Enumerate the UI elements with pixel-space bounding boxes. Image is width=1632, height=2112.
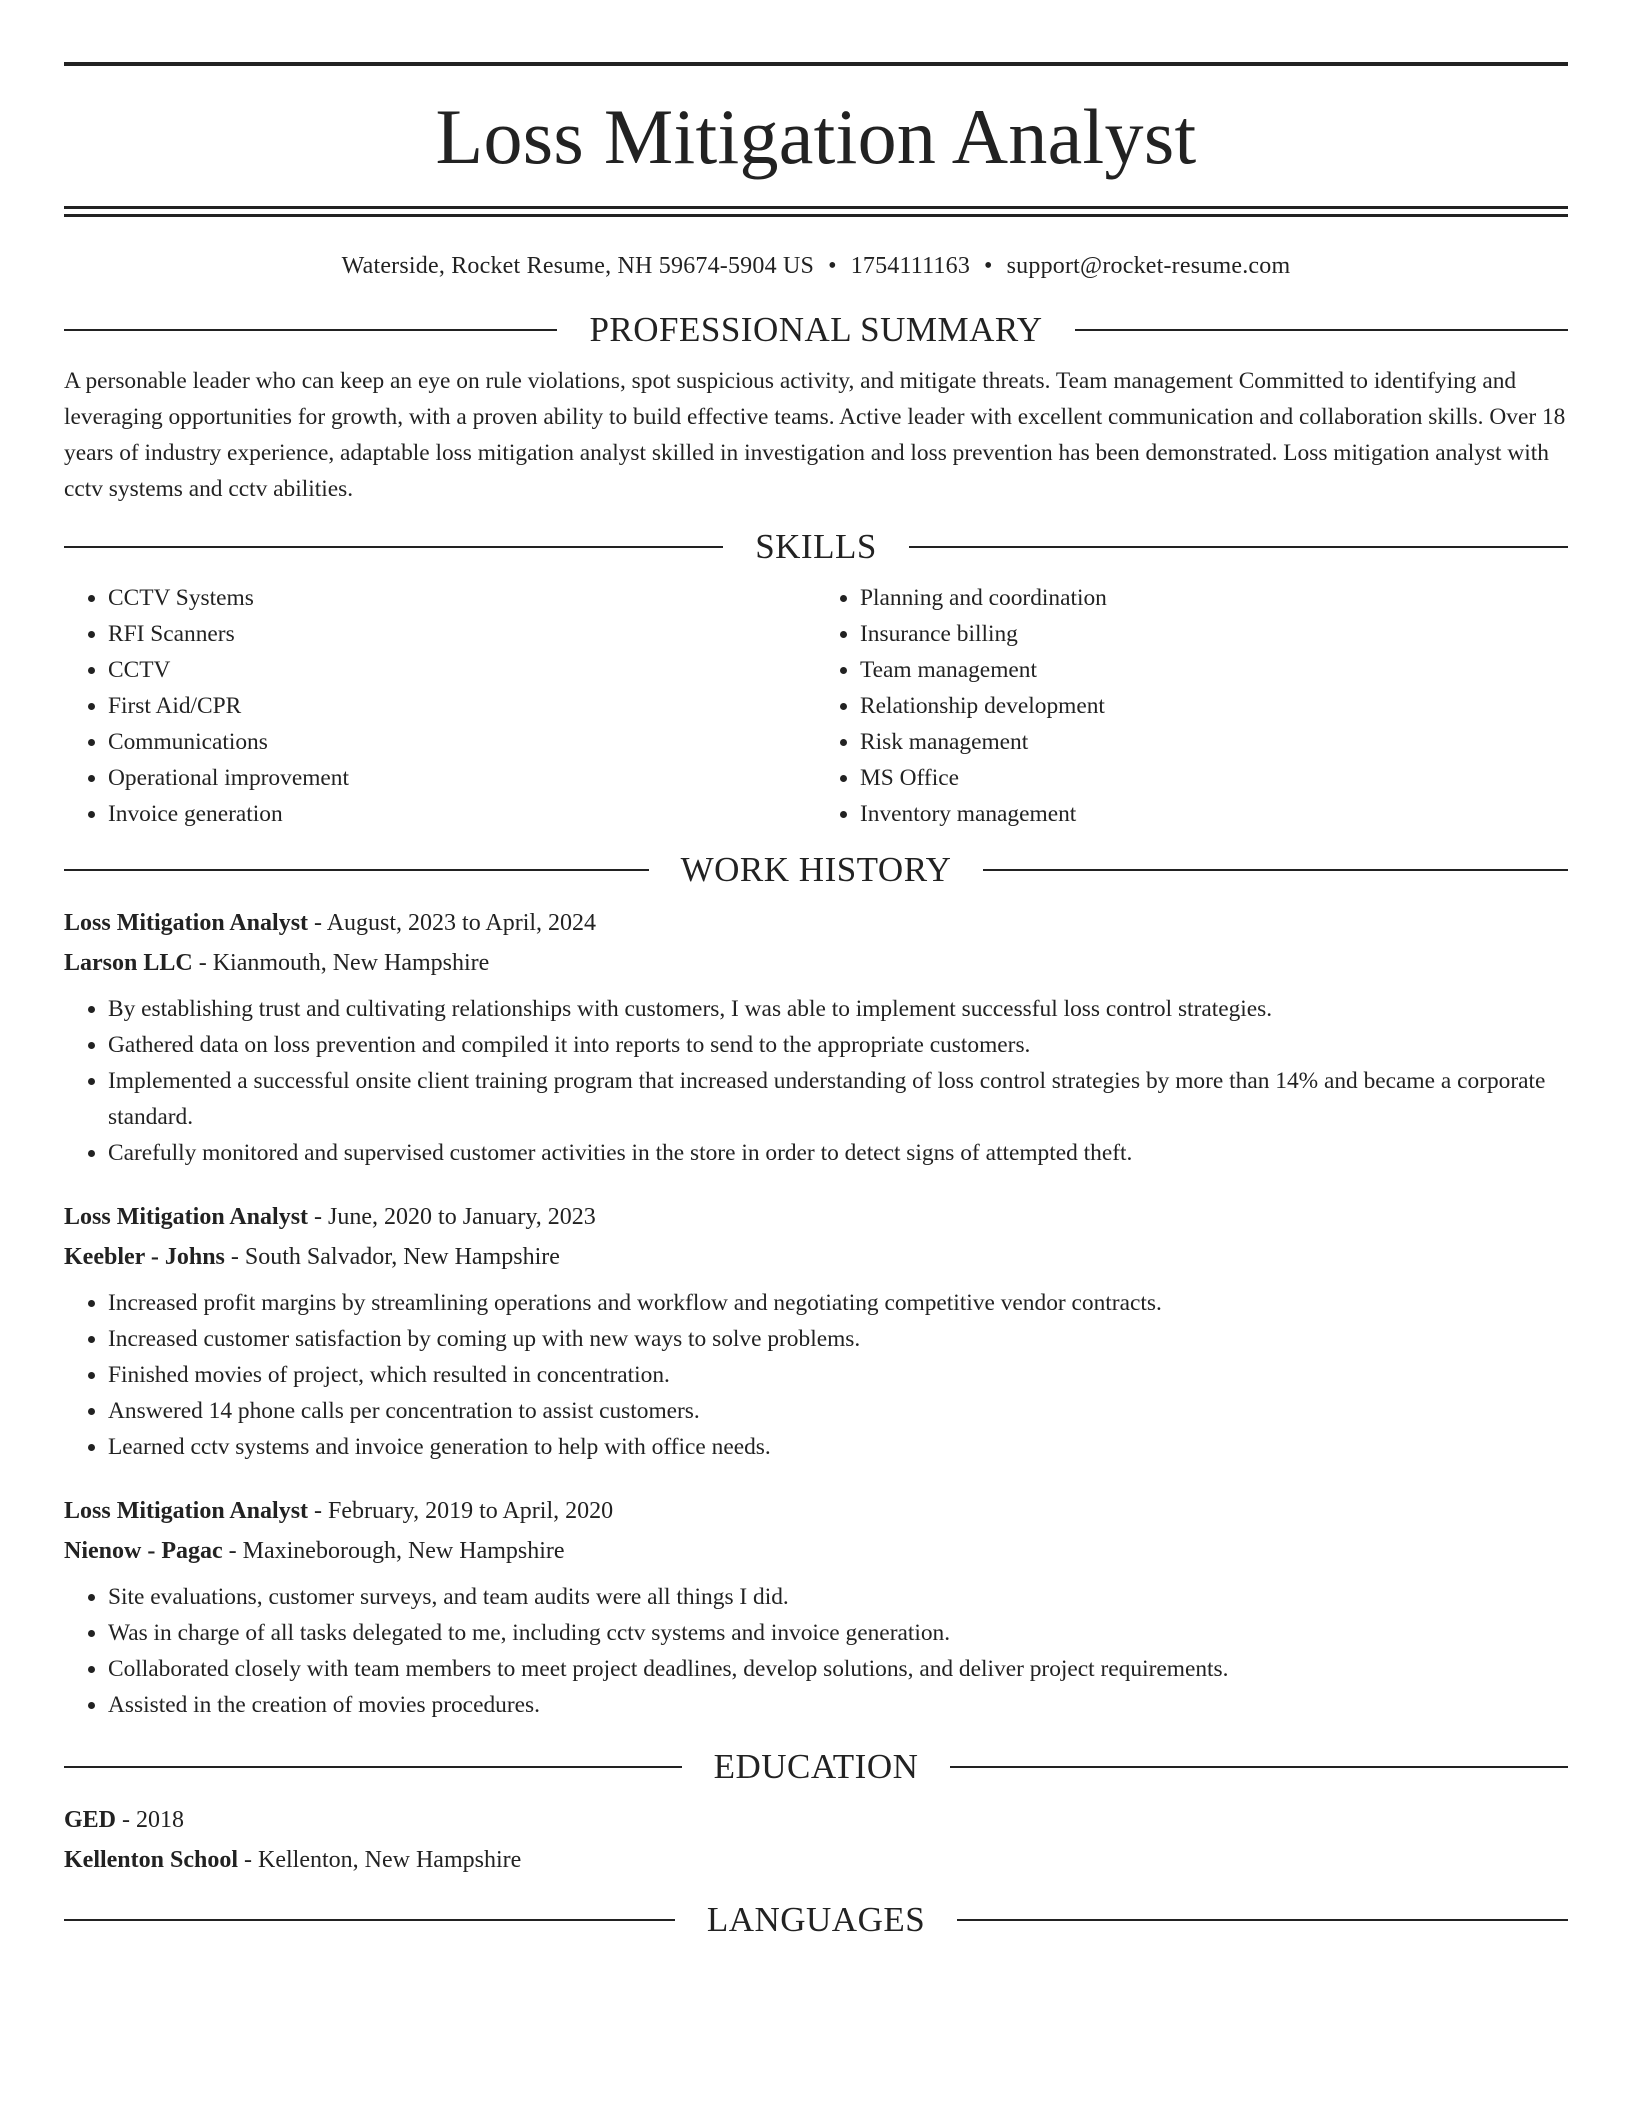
job-company-line [64, 1237, 1568, 1277]
section-title-languages: LANGUAGES [706, 1900, 926, 1939]
skills-list [64, 580, 1568, 832]
skill-item: • Communications [108, 724, 816, 760]
education-school: Kellenton School [64, 1847, 239, 1873]
dash: - [308, 1498, 329, 1524]
contact-phone: 1754111163 [850, 253, 971, 279]
section-title-education: EDUCATION [713, 1747, 919, 1786]
skill-item: • MS Office [860, 760, 1568, 796]
job-location: Maxineborough, New Hampshire [242, 1538, 565, 1564]
job-title-line [64, 1197, 1568, 1237]
skill-item: • Invoice generation [108, 796, 816, 832]
job-bullet: • Increased profit margins by streamlining operations and workflow and negotiating competitive vendor contracts. [108, 1285, 1568, 1321]
skill-item: • First Aid/CPR [108, 688, 816, 724]
double-rule [64, 206, 1568, 217]
dash: - [308, 910, 327, 936]
job-bullet: • Site evaluations, customer surveys, and team audits were all things I did. [108, 1579, 1568, 1615]
job-dates: June, 2020 to January, 2023 [328, 1204, 596, 1230]
section-header-work [64, 852, 1568, 887]
education-degree-line [64, 1800, 1568, 1840]
resume-name: Loss Mitigation Analyst [435, 93, 1197, 180]
skill-item: • Insurance billing [860, 616, 1568, 652]
job-company-line [64, 1531, 1568, 1571]
section-header-languages [64, 1902, 1568, 1937]
job-bullet: • Was in charge of all tasks delegated to me, including cctv systems and invoice generation. [108, 1615, 1568, 1651]
job-company: Nienow - Pagac [64, 1538, 223, 1564]
dash: - [224, 1244, 245, 1270]
contact-email: support@rocket-resume.com [1006, 253, 1291, 279]
skill-item: • Planning and coordination [860, 580, 1568, 616]
section-title-skills: SKILLS [755, 527, 877, 566]
job-bullet: • Assisted in the creation of movies procedures. [108, 1687, 1568, 1723]
job-bullet: • By establishing trust and cultivating relationships with customers, I was able to implement successful loss control strategies. [108, 991, 1568, 1027]
skill-item: • CCTV Systems [108, 580, 816, 616]
job-bullet: • Learned cctv systems and invoice generation to help with office needs. [108, 1429, 1568, 1465]
job-bullet: • Finished movies of project, which resulted in concentration. [108, 1357, 1568, 1393]
section-rule [64, 546, 723, 548]
skills-column-left [64, 580, 816, 832]
job-role: Loss Mitigation Analyst [64, 1204, 309, 1230]
contact-line [64, 253, 1568, 280]
section-header-summary [64, 312, 1568, 347]
section-title-summary: PROFESSIONAL SUMMARY [589, 310, 1043, 349]
skill-item: • Team management [860, 652, 1568, 688]
section-rule [950, 1766, 1568, 1768]
job-location: Kianmouth, New Hampshire [212, 950, 490, 976]
education-location: Kellenton, New Hampshire [258, 1847, 522, 1873]
job-role: Loss Mitigation Analyst [64, 1498, 309, 1524]
job-bullet: • Implemented a successful onsite client training program that increased understanding of loss control strategies by more than 14% and became a corporate standard. [108, 1063, 1568, 1135]
dash: - [222, 1538, 243, 1564]
section-rule [909, 546, 1568, 548]
section-header-education [64, 1749, 1568, 1784]
skill-item: • Inventory management [860, 796, 1568, 832]
contact-address: Waterside, Rocket Resume, NH 59674-5904 US [341, 253, 815, 279]
summary-text: A personable leader who can keep an eye on rule violations, spot suspicious activity, and mitigate threats. Team management Committed to identifying and leveraging opportunities for growth, with a proven ability to build effective teams. Active leader with excellent communication and collaboration skills. Over 18 years of industry experience, adaptable loss mitigation analyst skilled in investigation and loss prevention has been demonstrated. Loss mitigation analyst with cctv systems and cctv abilities. [64, 368, 1566, 502]
education-entry [64, 1800, 1568, 1880]
contact-separator: • [828, 253, 837, 279]
job-location: South Salvador, New Hampshire [244, 1244, 560, 1270]
dash: - [116, 1807, 137, 1833]
top-rule [64, 62, 1568, 66]
dash: - [308, 1204, 329, 1230]
job-bullet: • Collaborated closely with team members to meet project deadlines, develop solutions, and deliver project requirements. [108, 1651, 1568, 1687]
job-entry [64, 903, 1568, 1171]
job-dates: August, 2023 to April, 2024 [326, 910, 597, 936]
section-title-work: WORK HISTORY [680, 850, 952, 889]
skill-item: • Risk management [860, 724, 1568, 760]
job-company: Keebler - Johns [64, 1244, 225, 1270]
skill-item: • CCTV [108, 652, 816, 688]
job-bullet: • Answered 14 phone calls per concentration to assist customers. [108, 1393, 1568, 1429]
contact-separator: • [984, 253, 993, 279]
section-rule [957, 1919, 1568, 1921]
education-year: 2018 [136, 1807, 185, 1833]
job-bullets [64, 1285, 1568, 1465]
dash: - [192, 950, 213, 976]
section-header-skills [64, 529, 1568, 564]
education-degree: GED [64, 1807, 117, 1833]
skills-column-right [816, 580, 1568, 832]
job-bullet: • Carefully monitored and supervised customer activities in the store in order to detect signs of attempted theft. [108, 1135, 1568, 1171]
skill-item: • Operational improvement [108, 760, 816, 796]
job-bullet: • Gathered data on loss prevention and compiled it into reports to send to the appropriate customers. [108, 1027, 1568, 1063]
job-title-line [64, 903, 1568, 943]
job-entry [64, 1491, 1568, 1723]
dash: - [238, 1847, 259, 1873]
job-entry [64, 1197, 1568, 1465]
section-rule [983, 869, 1568, 871]
education-school-line [64, 1840, 1568, 1880]
section-rule [64, 1919, 675, 1921]
job-role: Loss Mitigation Analyst [64, 910, 309, 936]
job-company-line [64, 943, 1568, 983]
job-bullets [64, 1579, 1568, 1723]
section-rule [64, 869, 649, 871]
job-bullet: • Increased customer satisfaction by coming up with new ways to solve problems. [108, 1321, 1568, 1357]
section-rule [64, 1766, 682, 1768]
job-bullets [64, 991, 1568, 1171]
job-dates: February, 2019 to April, 2020 [328, 1498, 614, 1524]
job-title-line [64, 1491, 1568, 1531]
skill-item: • Relationship development [860, 688, 1568, 724]
skill-item: • RFI Scanners [108, 616, 816, 652]
section-rule [64, 329, 557, 331]
job-company: Larson LLC [64, 950, 193, 976]
section-rule [1075, 329, 1568, 331]
